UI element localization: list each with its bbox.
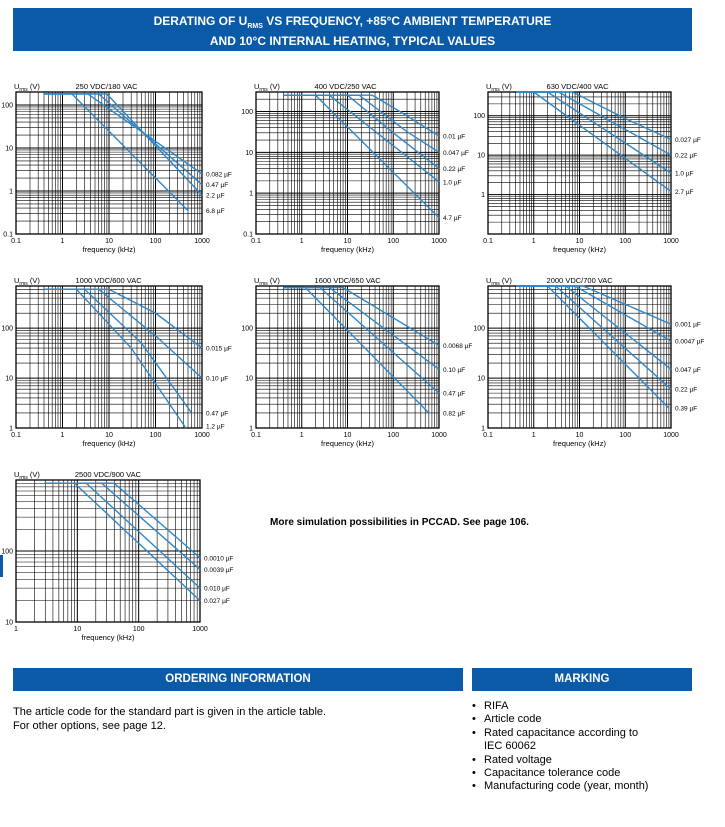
series-label: 0.39 µF bbox=[675, 405, 698, 413]
series-label: 0.22 µF bbox=[675, 152, 698, 160]
series-line bbox=[316, 95, 439, 218]
y-tick-label: 100 bbox=[241, 108, 253, 116]
y-axis-label-sub: rms bbox=[259, 87, 268, 93]
plot-frame bbox=[256, 92, 439, 234]
series-line bbox=[548, 92, 671, 173]
y-tick-label: 1 bbox=[481, 425, 485, 433]
y-tick-label: 1 bbox=[249, 190, 253, 198]
y-tick-label: 1 bbox=[9, 188, 13, 196]
list-item: • Manufacturing code (year, month) bbox=[472, 780, 684, 793]
series-label: 0.010 µF bbox=[204, 585, 230, 593]
series-label: 0.47 µF bbox=[206, 410, 229, 418]
y-axis-label-unit: (V) bbox=[499, 82, 512, 91]
y-tick-label: 10 bbox=[5, 619, 13, 627]
series-line bbox=[107, 94, 202, 195]
x-tick-label: 1000 bbox=[431, 432, 447, 439]
marking-list bbox=[472, 700, 684, 794]
x-tick-label: 100 bbox=[387, 432, 400, 439]
x-tick-label: 10 bbox=[105, 238, 113, 245]
series-label: 0.47 µF bbox=[443, 390, 466, 398]
y-axis-label bbox=[14, 82, 40, 93]
series-line bbox=[88, 94, 202, 174]
y-axis-label-sub: rms bbox=[259, 281, 268, 287]
series-label: 0.82 µF bbox=[443, 410, 466, 418]
x-tick-label: 100 bbox=[149, 432, 162, 439]
y-tick-label: 1 bbox=[481, 192, 485, 200]
y-axis-label-main: U bbox=[486, 276, 492, 285]
y-tick-label: 1 bbox=[9, 425, 13, 433]
y-axis-label-unit: (V) bbox=[499, 276, 512, 285]
x-tick-label: 1000 bbox=[663, 238, 679, 245]
x-axis-label: frequency (kHz) bbox=[553, 245, 606, 254]
y-axis-label-main: U bbox=[254, 276, 260, 285]
series-label: 0.0068 µF bbox=[443, 342, 473, 350]
series-label: 0.01 µF bbox=[443, 133, 466, 141]
ordering-text bbox=[13, 705, 326, 733]
series-label: 0.027 µF bbox=[675, 136, 701, 144]
y-axis-label bbox=[254, 82, 280, 93]
grid bbox=[256, 92, 439, 234]
list-item: • Article code bbox=[472, 713, 684, 726]
series-label: 0.22 µF bbox=[443, 166, 466, 174]
x-tick-label: 1 bbox=[531, 238, 536, 245]
plot-frame bbox=[488, 92, 671, 234]
x-tick-label: 10 bbox=[575, 432, 584, 439]
x-tick-label: 10 bbox=[343, 238, 352, 245]
x-axis-label: frequency (kHz) bbox=[321, 439, 374, 448]
x-axis-label: frequency (kHz) bbox=[321, 245, 374, 254]
plot-frame bbox=[256, 286, 439, 428]
grid bbox=[16, 480, 200, 622]
list-item: IEC 60062 bbox=[484, 740, 536, 753]
page-edge-tab bbox=[0, 555, 3, 577]
series-line bbox=[75, 483, 200, 600]
series-line bbox=[320, 288, 439, 394]
y-axis-label bbox=[486, 82, 512, 93]
chart-title: 400 VDC/250 VAC bbox=[314, 82, 377, 91]
chart-title: 630 VDC/400 VAC bbox=[546, 82, 609, 91]
chart-title: 2500 VDC/900 VAC bbox=[74, 470, 142, 479]
header-line-2: AND 10°C INTERNAL HEATING, TYPICAL VALUES bbox=[209, 34, 496, 48]
chart-title: 1600 VDC/650 VAC bbox=[314, 276, 381, 285]
series-line bbox=[359, 95, 439, 152]
series-label: 0.027 µF bbox=[204, 598, 230, 606]
x-axis-label: frequency (kHz) bbox=[81, 633, 135, 642]
series-label: 0.0039 µF bbox=[204, 566, 234, 574]
plot-frame bbox=[16, 286, 202, 428]
y-axis-label-unit: (V) bbox=[27, 82, 40, 91]
pccad-note: More simulation possibilities in PCCAD. See page 106. bbox=[270, 517, 529, 528]
y-tick-label: 10 bbox=[477, 375, 485, 383]
y-axis-label-main: U bbox=[486, 82, 492, 91]
x-axis-label: frequency (kHz) bbox=[82, 245, 136, 254]
ordering-line-1: The article code for the standard part is given in the article table. bbox=[13, 706, 327, 718]
x-tick-label: 0.1 bbox=[483, 238, 493, 245]
series-line bbox=[343, 288, 439, 346]
y-axis-label-unit: (V) bbox=[27, 470, 40, 479]
grid bbox=[16, 286, 202, 428]
x-tick-label: 1 bbox=[299, 238, 304, 245]
header-line-1: DERATING OF $U_{RMS}$ VS FREQUENCY, +85°C AMBIENT TEMPERATURE bbox=[153, 14, 552, 30]
y-tick-label: 0.1 bbox=[3, 231, 13, 239]
x-tick-label: 0.1 bbox=[483, 432, 493, 439]
y-tick-label: 0.1 bbox=[243, 231, 253, 239]
y-axis-label-unit: (V) bbox=[267, 82, 280, 91]
y-axis-label bbox=[14, 276, 40, 287]
series-line bbox=[102, 483, 200, 569]
x-tick-label: 1000 bbox=[192, 626, 208, 633]
series-line bbox=[305, 288, 428, 413]
list-item: • Rated capacitance according to bbox=[472, 727, 684, 740]
series-label: 0.0047 µF bbox=[675, 338, 705, 346]
list-item: • Rated voltage bbox=[472, 754, 684, 767]
y-axis-label bbox=[486, 276, 512, 287]
y-axis-label-sub: rms bbox=[19, 87, 28, 93]
x-axis-label: frequency (kHz) bbox=[82, 439, 136, 448]
plot-frame bbox=[16, 92, 202, 234]
y-tick-label: 100 bbox=[473, 325, 485, 333]
series-line bbox=[575, 286, 671, 341]
series-label: 0.10 µF bbox=[443, 366, 466, 374]
x-tick-label: 1 bbox=[60, 432, 65, 439]
x-tick-label: 100 bbox=[387, 238, 400, 245]
grid bbox=[488, 286, 671, 428]
y-axis-label-sub: rms bbox=[19, 475, 28, 481]
y-tick-label: 100 bbox=[1, 102, 13, 110]
x-tick-label: 1 bbox=[60, 238, 65, 245]
x-tick-label: 10 bbox=[73, 626, 82, 633]
y-axis-label-unit: (V) bbox=[27, 276, 40, 285]
x-tick-label: 10 bbox=[105, 432, 113, 439]
series-line bbox=[534, 92, 671, 191]
x-tick-label: 1000 bbox=[431, 238, 447, 245]
series-line bbox=[85, 289, 192, 413]
grid bbox=[256, 286, 439, 428]
x-axis-label: frequency (kHz) bbox=[553, 439, 606, 448]
y-tick-label: 100 bbox=[1, 325, 13, 333]
series-label: 0.22 µF bbox=[675, 386, 698, 394]
x-tick-label: 100 bbox=[149, 238, 162, 245]
ordering-line-2: For other options, see page 12. bbox=[13, 720, 166, 732]
series-line bbox=[583, 286, 671, 324]
y-tick-label: 10 bbox=[245, 149, 253, 157]
x-tick-label: 100 bbox=[619, 238, 632, 245]
x-tick-label: 1000 bbox=[194, 238, 210, 245]
y-axis-label-main: U bbox=[14, 82, 20, 91]
series-line bbox=[559, 92, 671, 155]
y-axis-label-sub: rms bbox=[491, 281, 500, 287]
x-tick-label: 0.1 bbox=[251, 432, 261, 439]
y-axis-label-sub: rms bbox=[491, 87, 500, 93]
series-line bbox=[99, 289, 202, 378]
plot-frame bbox=[488, 286, 671, 428]
series-label: 0.015 µF bbox=[206, 345, 232, 353]
x-tick-label: 0.1 bbox=[11, 432, 21, 439]
x-tick-label: 1 bbox=[299, 432, 304, 439]
y-axis-label bbox=[14, 470, 40, 481]
x-tick-label: 1 bbox=[14, 626, 18, 633]
chart-title: 250 VDC/180 VAC bbox=[75, 82, 138, 91]
x-tick-label: 0.1 bbox=[251, 238, 261, 245]
x-tick-label: 1000 bbox=[663, 432, 679, 439]
plot-frame bbox=[16, 480, 200, 622]
y-tick-label: 100 bbox=[473, 113, 485, 121]
series-line bbox=[76, 289, 185, 428]
chart-title: 2000 VDC/700 VAC bbox=[546, 276, 613, 285]
x-tick-label: 1000 bbox=[194, 432, 210, 439]
x-tick-label: 10 bbox=[575, 238, 584, 245]
series-label: 0.047 µF bbox=[675, 366, 701, 374]
series-line bbox=[114, 483, 200, 558]
y-tick-label: 1 bbox=[249, 425, 253, 433]
series-label: 0.47 µF bbox=[206, 182, 229, 190]
series-label: 0.0010 µF bbox=[204, 555, 234, 563]
grid bbox=[16, 92, 202, 234]
y-tick-label: 10 bbox=[245, 375, 253, 383]
x-tick-label: 10 bbox=[343, 432, 352, 439]
section-header bbox=[13, 8, 692, 51]
y-tick-label: 100 bbox=[241, 325, 253, 333]
y-tick-label: 10 bbox=[5, 145, 13, 153]
series-label: 2.7 µF bbox=[675, 188, 694, 196]
grid bbox=[488, 92, 671, 234]
y-axis-label bbox=[254, 276, 280, 287]
series-line bbox=[372, 95, 439, 136]
series-line bbox=[329, 288, 439, 370]
y-axis-label-main: U bbox=[14, 276, 20, 285]
series-line bbox=[556, 286, 671, 389]
x-tick-label: 1 bbox=[531, 432, 536, 439]
marking-header: MARKING bbox=[472, 668, 692, 691]
x-tick-label: 0.1 bbox=[11, 238, 21, 245]
series-label: 1.0 µF bbox=[443, 179, 462, 187]
ordering-header: ORDERING INFORMATION bbox=[13, 668, 463, 691]
series-label: 0.082 µF bbox=[206, 171, 232, 179]
x-tick-label: 100 bbox=[619, 432, 632, 439]
series-label: 0.047 µF bbox=[443, 149, 469, 157]
series-line bbox=[72, 94, 188, 211]
list-item: • Capacitance tolerance code bbox=[472, 767, 684, 780]
series-label: 0.001 µF bbox=[675, 321, 701, 329]
series-label: 1.2 µF bbox=[206, 423, 225, 431]
series-label: 4.7 µF bbox=[443, 215, 462, 223]
y-axis-label-unit: (V) bbox=[267, 276, 280, 285]
y-tick-label: 100 bbox=[1, 548, 13, 556]
x-tick-label: 100 bbox=[132, 626, 145, 633]
y-tick-label: 10 bbox=[5, 375, 13, 383]
series-line bbox=[566, 286, 671, 369]
y-axis-label-sub: rms bbox=[19, 281, 28, 287]
y-axis-label-main: U bbox=[14, 470, 20, 479]
y-tick-label: 10 bbox=[477, 152, 485, 160]
series-line bbox=[548, 286, 669, 408]
series-line bbox=[109, 289, 202, 348]
series-line bbox=[348, 95, 440, 168]
series-line bbox=[572, 92, 671, 139]
y-axis-label-main: U bbox=[254, 82, 260, 91]
series-label: 0.10 µF bbox=[206, 375, 229, 383]
series-line bbox=[99, 94, 202, 185]
list-item: • RIFA bbox=[472, 700, 684, 713]
series-line bbox=[86, 483, 200, 588]
series-label: 6.8 µF bbox=[206, 208, 225, 216]
series-label: 2.2 µF bbox=[206, 192, 225, 200]
series-line bbox=[329, 95, 439, 182]
series-label: 1.0 µF bbox=[675, 170, 694, 178]
chart-title: 1000 VDC/600 VAC bbox=[75, 276, 142, 285]
